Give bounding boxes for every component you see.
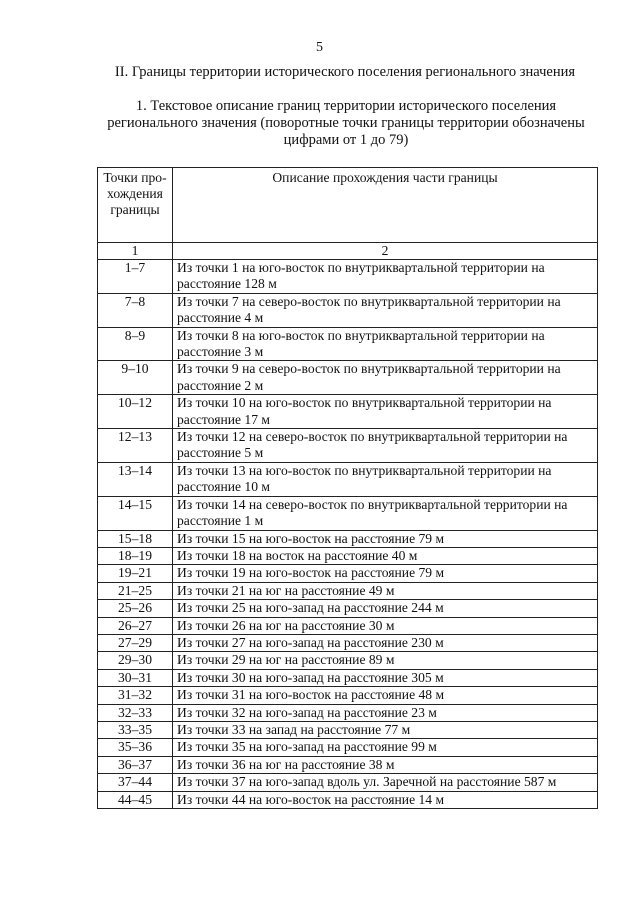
row-points: 36–37 [98, 756, 173, 773]
row-description: Из точки 33 на запад на расстояние 77 м [173, 721, 598, 738]
table-row [98, 756, 598, 773]
table-row [98, 547, 598, 564]
row-description: Из точки 8 на юго-восток по внутриквартальной территории на расстояние 3 м [173, 327, 598, 361]
row-points: 33–35 [98, 721, 173, 738]
row-points: 21–25 [98, 582, 173, 599]
table-row [98, 395, 598, 429]
table-row [98, 293, 598, 327]
row-points: 10–12 [98, 395, 173, 429]
table-row [98, 582, 598, 599]
table-row [98, 774, 598, 791]
header-points: Точки про-хождения границы [98, 168, 173, 243]
table-row [98, 652, 598, 669]
row-points: 19–21 [98, 565, 173, 582]
row-description: Из точки 25 на юго-запад на расстояние 244 м [173, 600, 598, 617]
row-description: Из точки 10 на юго-восток по внутриквартальной территории на расстояние 17 м [173, 395, 598, 429]
row-points: 44–45 [98, 791, 173, 808]
row-description: Из точки 29 на юг на расстояние 89 м [173, 652, 598, 669]
row-points: 26–27 [98, 617, 173, 634]
row-description: Из точки 1 на юго-восток по внутриквартальной территории на расстояние 128 м [173, 260, 598, 294]
row-points: 37–44 [98, 774, 173, 791]
table-row [98, 721, 598, 738]
row-points: 1–7 [98, 260, 173, 294]
table-row [98, 327, 598, 361]
row-points: 25–26 [98, 600, 173, 617]
header-description: Описание прохождения части границы [173, 168, 598, 243]
table-row [98, 704, 598, 721]
row-points: 8–9 [98, 327, 173, 361]
section-title: II. Границы территории исторического поселения регионального значения [114, 64, 576, 80]
table-row [98, 260, 598, 294]
row-points: 7–8 [98, 293, 173, 327]
row-description: Из точки 44 на юго-восток на расстояние 14 м [173, 791, 598, 808]
table-row [98, 669, 598, 686]
row-description: Из точки 36 на юг на расстояние 38 м [173, 756, 598, 773]
row-description: Из точки 13 на юго-восток по внутриквартальной территории на расстояние 10 м [173, 462, 598, 496]
table-row [98, 791, 598, 808]
subsection-title: 1. Текстовое описание границ территории исторического поселения регионального значения (поворотные точки границы территории обозначены цифрами от 1 до 79) [107, 98, 585, 148]
row-description: Из точки 18 на восток на расстояние 40 м [173, 547, 598, 564]
column-number: 2 [173, 243, 598, 260]
table-row [98, 600, 598, 617]
row-description: Из точки 37 на юго-запад вдоль ул. Заречной на расстояние 587 м [173, 774, 598, 791]
table-body [98, 260, 598, 809]
row-points: 29–30 [98, 652, 173, 669]
row-description: Из точки 35 на юго-запад на расстояние 99 м [173, 739, 598, 756]
row-points: 15–18 [98, 530, 173, 547]
table-row [98, 634, 598, 651]
row-points: 14–15 [98, 496, 173, 530]
column-number: 1 [98, 243, 173, 260]
table-row [98, 687, 598, 704]
row-description: Из точки 26 на юг на расстояние 30 м [173, 617, 598, 634]
page-number: 5 [316, 40, 323, 55]
row-points: 12–13 [98, 429, 173, 463]
row-points: 27–29 [98, 634, 173, 651]
boundary-table [97, 167, 598, 809]
table-row [98, 530, 598, 547]
table-row [98, 565, 598, 582]
row-points: 31–32 [98, 687, 173, 704]
table-header-row [98, 168, 598, 243]
row-description: Из точки 21 на юг на расстояние 49 м [173, 582, 598, 599]
row-points: 30–31 [98, 669, 173, 686]
row-description: Из точки 30 на юго-запад на расстояние 305 м [173, 669, 598, 686]
row-points: 9–10 [98, 361, 173, 395]
table-row [98, 739, 598, 756]
row-description: Из точки 15 на юго-восток на расстояние 79 м [173, 530, 598, 547]
table-row [98, 429, 598, 463]
table-row [98, 617, 598, 634]
row-description: Из точки 7 на северо-восток по внутриквартальной территории на расстояние 4 м [173, 293, 598, 327]
row-points: 18–19 [98, 547, 173, 564]
row-description: Из точки 9 на северо-восток по внутриквартальной территории на расстояние 2 м [173, 361, 598, 395]
row-points: 13–14 [98, 462, 173, 496]
column-numbering-row [98, 243, 598, 260]
row-description: Из точки 19 на юго-восток на расстояние 79 м [173, 565, 598, 582]
row-points: 32–33 [98, 704, 173, 721]
table-row [98, 361, 598, 395]
row-description: Из точки 27 на юго-запад на расстояние 230 м [173, 634, 598, 651]
row-description: Из точки 14 на северо-восток по внутриквартальной территории на расстояние 1 м [173, 496, 598, 530]
row-description: Из точки 31 на юго-восток на расстояние 48 м [173, 687, 598, 704]
row-points: 35–36 [98, 739, 173, 756]
row-description: Из точки 12 на северо-восток по внутриквартальной территории на расстояние 5 м [173, 429, 598, 463]
row-description: Из точки 32 на юго-запад на расстояние 23 м [173, 704, 598, 721]
table-row [98, 496, 598, 530]
table-row [98, 462, 598, 496]
